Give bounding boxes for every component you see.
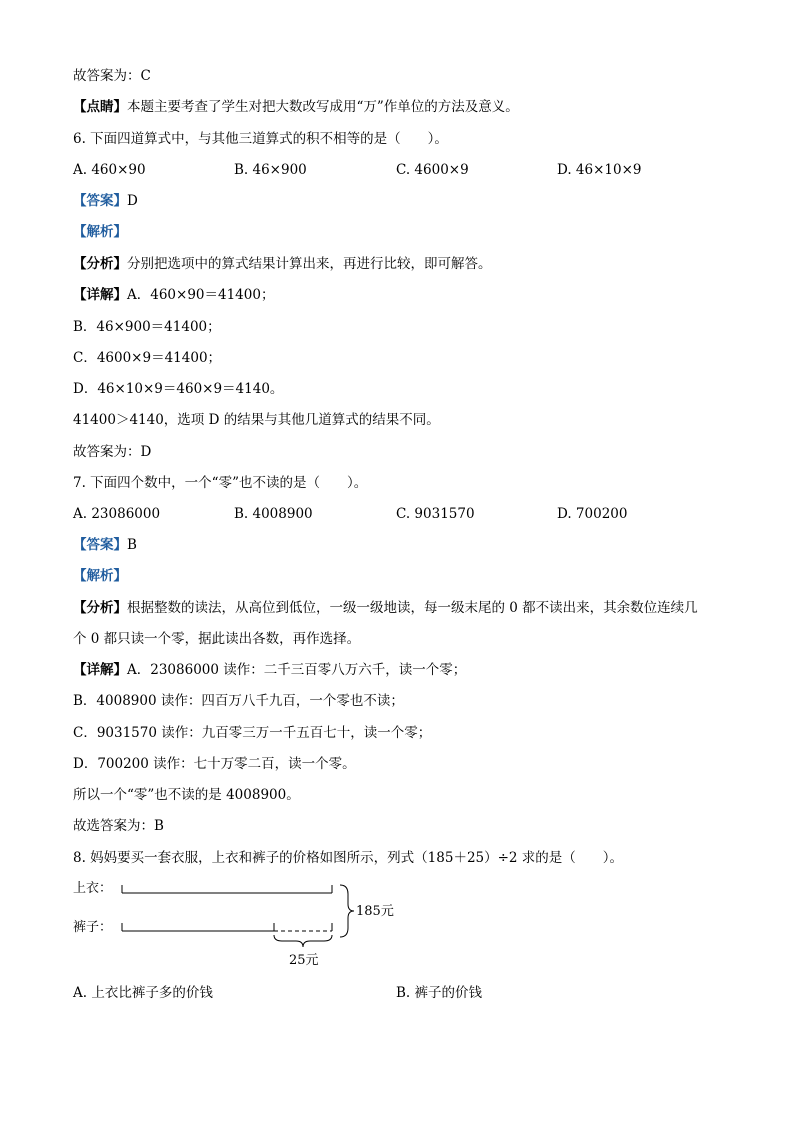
- detail-first: A．23086000 读作：二千三百零八万六千，读一个零；: [127, 662, 467, 678]
- answer-value: B: [127, 537, 137, 553]
- q7-answer: [73, 536, 137, 554]
- q6-final: 故答案为：D: [73, 444, 152, 460]
- q7-detail: [73, 661, 466, 679]
- q8-option-a: A. 上衣比裤子多的价钱: [73, 985, 213, 1001]
- q7-fenxi-line-2: 个 0 都只读一个零，据此读出各数，再作选择。: [73, 631, 361, 647]
- q7-detail-d: D．700200 读作：七十万零二百，读一个零。: [73, 756, 356, 772]
- q8-question: 8. 妈妈要买一套衣服，上衣和裤子的价格如图所示，列式（185＋25）÷2 求的是（ ）。: [73, 850, 624, 866]
- comment-tag: 【点睛】: [73, 99, 127, 115]
- q6-detail: [73, 286, 274, 304]
- q5-comment: [73, 98, 519, 116]
- q7-final: 故选答案为：B: [73, 818, 164, 834]
- q6-option-d: D. 46×10×9: [557, 162, 642, 178]
- total-brace: [340, 885, 354, 937]
- answer-value: D: [127, 193, 138, 209]
- comment-text: 本题主要考查了学生对把大数改写成用“万”作单位的方法及意义。: [127, 99, 519, 115]
- q7-analysis-tag: 【解析】: [73, 568, 127, 584]
- fenxi-text: 分别把选项中的算式结果计算出来，再进行比较，即可解答。: [127, 256, 492, 272]
- q6-option-a: A. 460×90: [73, 162, 146, 178]
- top-segment: [122, 885, 332, 893]
- difference-label: 25元: [289, 953, 319, 968]
- q6-answer: [73, 192, 138, 210]
- difference-dashed-segment: [274, 923, 332, 931]
- q6-option-b: B. 46×900: [234, 162, 307, 178]
- detail-tag: 【详解】: [73, 662, 127, 678]
- detail-tag: 【详解】: [73, 287, 127, 303]
- q7-conclusion: 所以一个“零”也不读的是 4008900。: [73, 787, 300, 803]
- difference-brace: [274, 935, 332, 947]
- q7-option-d: D. 700200: [557, 506, 628, 522]
- q6-detail-b: B．46×900＝41400；: [73, 319, 221, 335]
- fenxi-tag: 【分析】: [73, 256, 127, 272]
- q6-compare: 41400＞4140，选项 D 的结果与其他几道算式的结果不同。: [73, 412, 440, 428]
- fenxi-text: 根据整数的读法，从高位到低位，一级一级地读，每一级末尾的 0 都不读出来，其余数位连续几: [127, 600, 698, 616]
- detail-first: A．460×90＝41400；: [127, 287, 275, 303]
- q7-detail-c: C．9031570 读作：九百零三万一千五百七十，读一个零；: [73, 725, 432, 741]
- label-bottom: 裤子：: [73, 920, 113, 935]
- q6-option-c: C. 4600×9: [396, 162, 469, 178]
- answer-tag: 【答案】: [73, 193, 127, 209]
- q7-option-a: A. 23086000: [73, 506, 161, 522]
- q5-answer-line: 故答案为：C: [73, 68, 151, 84]
- q7-detail-b: B．4008900 读作：四百万八千九百，一个零也不读；: [73, 693, 404, 709]
- q8-option-b: B. 裤子的价钱: [396, 985, 483, 1001]
- q6-question: 6. 下面四道算式中，与其他三道算式的积不相等的是（ ）。: [73, 131, 448, 147]
- q7-option-b: B. 4008900: [234, 506, 313, 522]
- q7-option-c: C. 9031570: [396, 506, 475, 522]
- label-top: 上衣：: [73, 881, 113, 896]
- q7-question: 7. 下面四个数中，一个“零”也不读的是（ ）。: [73, 475, 368, 491]
- bottom-segment: [122, 923, 274, 931]
- total-label: 185元: [356, 904, 394, 919]
- q6-fenxi: [73, 255, 492, 273]
- fenxi-tag: 【分析】: [73, 600, 127, 616]
- q6-analysis-tag: 【解析】: [73, 224, 127, 240]
- q6-detail-c: C．4600×9＝41400；: [73, 350, 222, 366]
- segment-diagram: [70, 874, 430, 974]
- q6-detail-d: D．46×10×9＝460×9＝4140。: [73, 381, 284, 397]
- answer-tag: 【答案】: [73, 537, 127, 553]
- q7-fenxi-line-1: [73, 599, 698, 617]
